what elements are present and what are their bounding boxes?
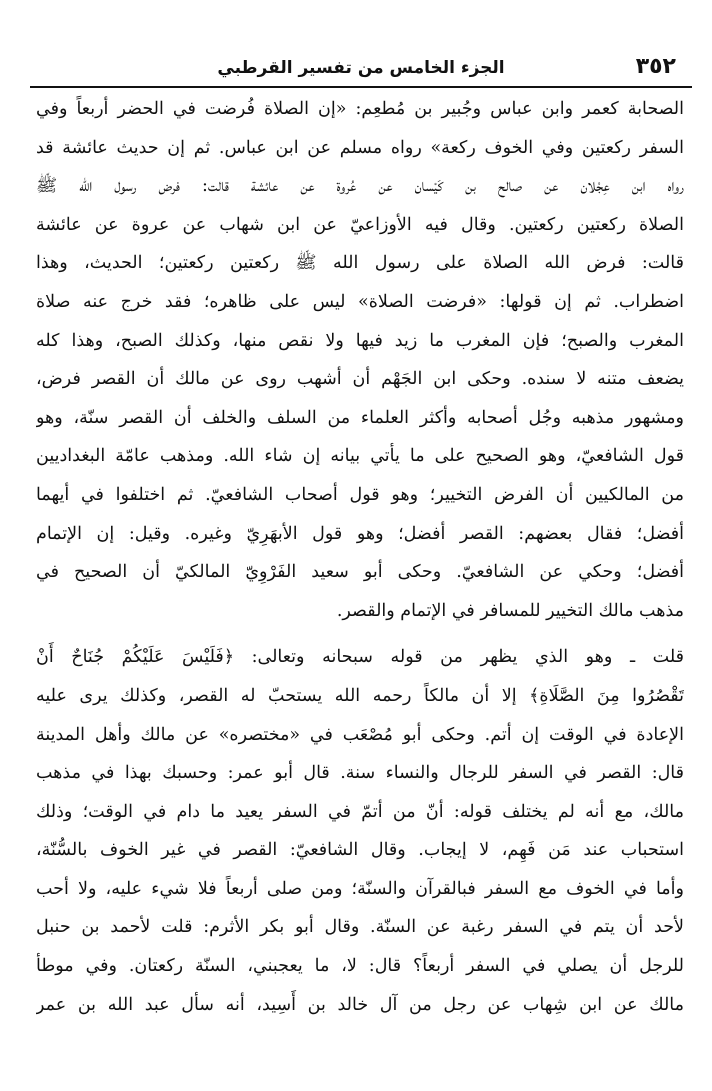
text-line: قلت ـ وهو الذي يظهر من قوله سبحانه وتعالى: ﴿فَلَيْسَ عَلَيْكُمْ جُنَاحٌ أَنْ — [36, 647, 684, 668]
page-header — [30, 52, 692, 88]
text-line: استحباب عند مَن فَهِم، لا إيجاب. وقال الشافعيّ: القصر في غير الخوف بالسُّنّة، — [36, 840, 684, 861]
text-line: وأما في الخوف مع السفر فبالقرآن والسنّة؛ ومن صلى أربعاً فلا شيء عليه، ولا أحب — [36, 878, 684, 899]
text-line: أفضل؛ وحكي عن الشافعيّ. وحكى أبو سعيد الفَرْوِيّ المالكيّ أن الصحيح في — [36, 562, 684, 583]
text-line: من المالكيين أن الفرض التخيير؛ وهو قول أصحاب الشافعيّ. ثم اختلفوا في أيهما — [36, 484, 684, 505]
text-line: السفر ركعتين وفي الخوف ركعة» رواه مسلم عن ابن عباس. ثم إن حديث عائشة قد — [36, 137, 684, 158]
text-line: يضعف متنه لا سنده. وحكى ابن الجَهْم أن أشهب روى عن مالك أن القصر فرض، — [36, 369, 684, 390]
text-line: للرجل أن يصلي في السفر أربعاً؟ قال: لا، ما يعجبني، السنّة ركعتان. وفي موطأ — [36, 956, 684, 977]
paragraph-gap — [36, 630, 684, 638]
text-line: رواه ابن عِجْلان عن صالح بن كَيْسان عن عُروة عن عائشة قالت: فرض رسول الله ﷺ — [36, 176, 684, 197]
text-line: لأحد أن يتم في السفر رغبة عن السنّة. وقال أبو بكر الأثرم: قلت لأحمد بن حنبل — [36, 917, 684, 938]
text-line: قال: القصر في السفر للرجال والنساء سنة. قال أبو عمر: وحسبك بهذا في مذهب — [36, 763, 684, 784]
text-line: اضطراب. ثم إن قولها: «فرضت الصلاة» ليس على ظاهره؛ فقد خرج عنه صلاة — [36, 291, 684, 312]
text-line: أفضل؛ فقال بعضهم: القصر أفضل؛ وهو قول الأبهَرِيّ وغيره. وقيل: إن الإتمام — [36, 523, 684, 544]
text-line: الصلاة ركعتين ركعتين. وقال فيه الأوزاعيّ عن ابن شهاب عن عروة عن عائشة — [36, 214, 684, 235]
page-number: ٣٥٢ — [635, 54, 676, 79]
text-line: الإعادة في الوقت إن أتم. وحكى أبو مُصْعَب في «مختصره» عن مالك وأهل المدينة — [36, 724, 684, 745]
body-text — [36, 90, 684, 1024]
text-line: تَقْصُرُوا مِنَ الصَّلَاةِ﴾ إلا أن مالكاً رحمه الله يستحبّ له القصر، وكذلك يرى عليه — [36, 685, 684, 706]
text-line: ومشهور مذهبه وجُل أصحابه وأكثر العلماء من السلف والخلف أن القصر سنّة، وهو — [36, 407, 684, 428]
text-line: مالك، مع أنه لم يختلف قوله: أنّ من أتمّ في السفر يعيد ما دام في الوقت؛ وذلك — [36, 801, 684, 822]
text-line: مذهب مالك التخيير للمسافر في الإتمام والقصر. — [336, 600, 684, 621]
text-line: الصحابة كعمر وابن عباس وجُبير بن مُطعِم: «إن الصلاة فُرضت في الحضر أربعاً وفي — [36, 99, 684, 119]
paragraph-1 — [36, 90, 684, 630]
text-line: المغرب والصبح؛ فإن المغرب ما زيد فيها ولا نقص منها، وكذلك الصبح، وهذا كله — [36, 330, 684, 351]
paragraph-2 — [36, 638, 684, 1024]
text-line: قول الشافعيّ، وهو الصحيح على ما يأتي بيانه إن شاء الله. ومذهب عامّة البغداديين — [36, 446, 684, 467]
running-title: الجزء الخامس من تفسير القرطبي — [217, 58, 505, 78]
text-line: قالت: فرض الله الصلاة على رسول الله ﷺ ركعتين ركعتين؛ الحديث، وهذا — [36, 253, 684, 274]
text-line: مالك عن ابن شِهاب عن رجل من آل خالد بن أَسِيد، أنه سأل عبد الله بن عمر — [36, 994, 684, 1015]
